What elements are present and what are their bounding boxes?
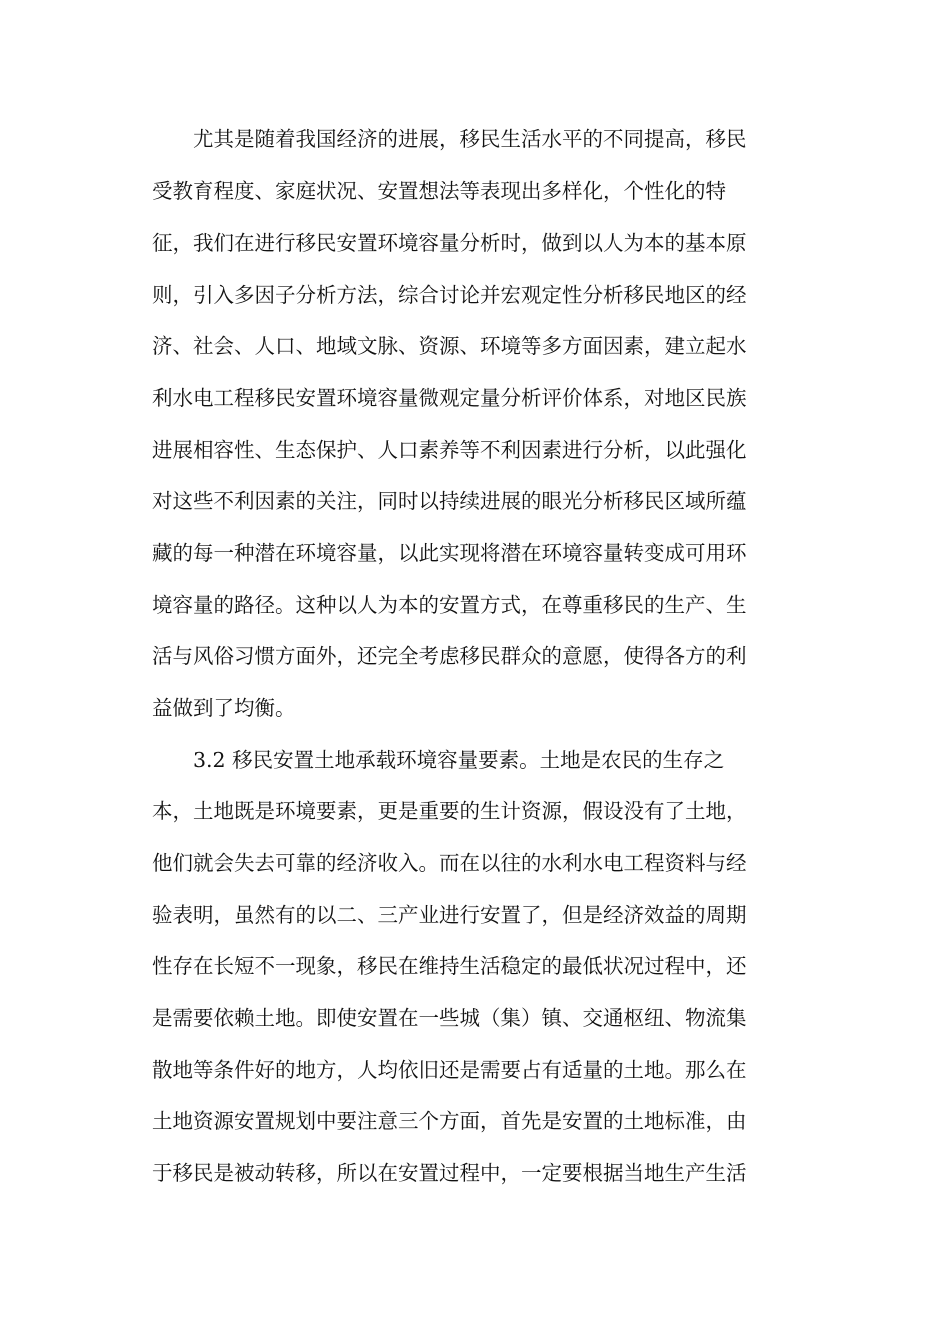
text-line: 本，土地既是环境要素，更是重要的生计资源，假设没有了土地，	[152, 799, 747, 823]
text-line: 于移民是被动转移，所以在安置过程中，一定要根据当地生产生活	[152, 1161, 747, 1185]
text-line: 他们就会失去可靠的经济收入。而在以往的水利水电工程资料与经	[152, 851, 747, 875]
text-line: 藏的每一种潜在环境容量，以此实现将潜在环境容量转变成可用环	[152, 541, 747, 565]
text-line: 散地等条件好的地方，人均依旧还是需要占有适量的土地。那么在	[152, 1058, 747, 1082]
section-heading-line: 3.2 移民安置土地承载环境容量要素。土地是农民的生存之	[193, 748, 725, 772]
text-line: 性存在长短不一现象，移民在维持生活稳定的最低状况过程中，还	[152, 954, 747, 978]
text-line: 土地资源安置规划中要注意三个方面，首先是安置的土地标准，由	[152, 1109, 747, 1133]
text-line: 是需要依赖土地。即使安置在一些城（集）镇、交通枢纽、物流集	[152, 1006, 747, 1030]
text-line: 受教育程度、家庭状况、安置想法等表现出多样化，个性化的特	[152, 179, 726, 203]
text-line: 进展相容性、生态保护、人口素养等不利因素进行分析，以此强化	[152, 438, 747, 462]
text-line: 益做到了均衡。	[152, 696, 296, 720]
text-line: 境容量的路径。这种以人为本的安置方式，在尊重移民的生产、生	[152, 593, 747, 617]
text-line: 济、社会、人口、地域文脉、资源、环境等多方面因素，建立起水	[152, 334, 747, 358]
text-line: 验表明，虽然有的以二、三产业进行安置了，但是经济效益的周期	[152, 903, 747, 927]
text-line: 利水电工程移民安置环境容量微观定量分析评价体系，对地区民族	[152, 386, 747, 410]
text-line: 尤其是随着我国经济的进展，移民生活水平的不同提高，移民	[193, 127, 747, 151]
text-line: 对这些不利因素的关注，同时以持续进展的眼光分析移民区域所蕴	[152, 489, 747, 513]
text-line: 则，引入多因子分析方法，综合讨论并宏观定性分析移民地区的经	[152, 283, 747, 307]
text-line: 活与风俗习惯方面外，还完全考虑移民群众的意愿，使得各方的利	[152, 644, 747, 668]
text-line: 征，我们在进行移民安置环境容量分析时，做到以人为本的基本原	[152, 231, 747, 255]
